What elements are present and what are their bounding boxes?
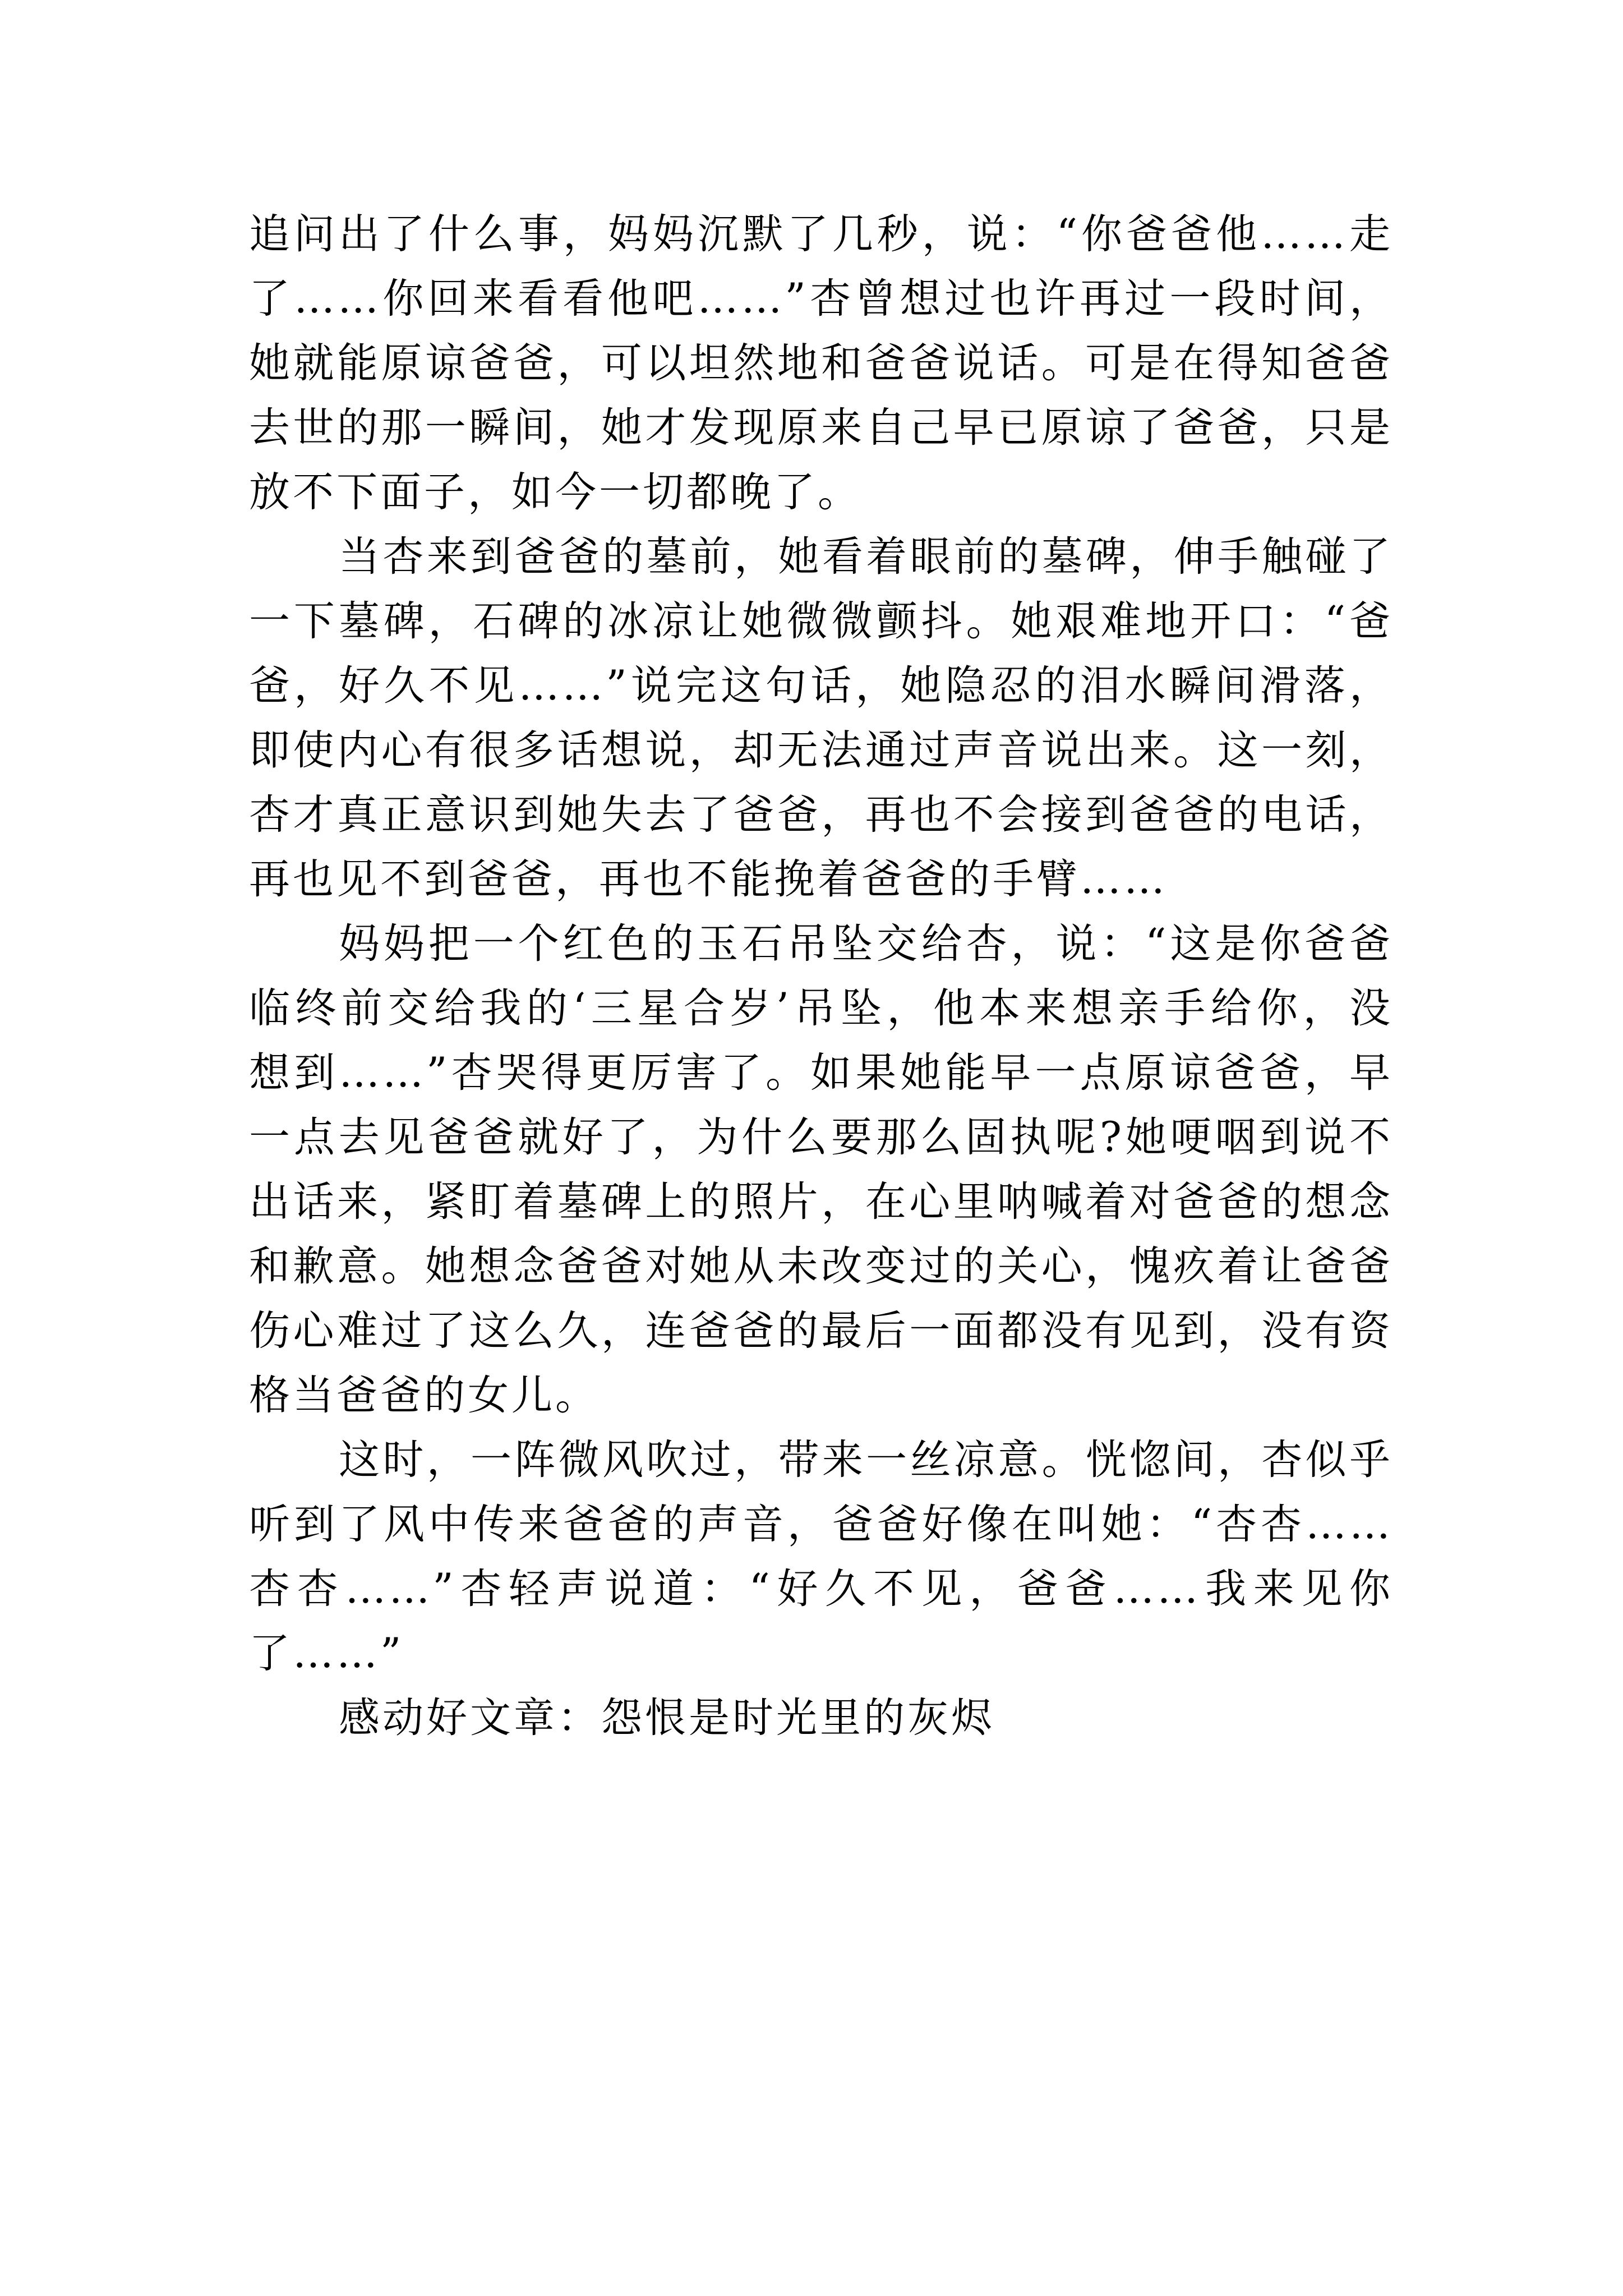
text-line: 了……” <box>249 1630 404 1677</box>
text-line: 杏才真正意识到她失去了爸爸，再也不会接到爸爸的电话， <box>249 791 1393 839</box>
text-line: 出话来，紧盯着墓碑上的照片，在心里呐喊着对爸爸的想念 <box>249 1178 1393 1226</box>
text-line: 伤心难过了这么久，连爸爸的最后一面都没有见到，没有资 <box>249 1307 1393 1355</box>
text-line: 听到了风中传来爸爸的声音，爸爸好像在叫她：“杏杏…… <box>249 1501 1393 1548</box>
paragraph-first-line: 这时，一阵微风吹过，带来一丝凉意。恍惚间，杏似乎 <box>339 1436 1393 1484</box>
text-line: 她就能原谅爸爸，可以坦然地和爸爸说话。可是在得知爸爸 <box>249 339 1393 387</box>
text-line: 即使内心有很多话想说，却无法通过声音说出来。这一刻， <box>249 726 1393 774</box>
text-line: 放不下面子，如今一切都晚了。 <box>249 468 861 516</box>
text-line: 和歉意。她想念爸爸对她从未改变过的关心，愧疚着让爸爸 <box>249 1243 1393 1290</box>
text-line: 去世的那一瞬间，她才发现原来自己早已原谅了爸爸，只是 <box>249 404 1393 452</box>
text-line: 再也见不到爸爸，再也不能挽着爸爸的手臂…… <box>249 855 1168 903</box>
text-line: 临终前交给我的‘三星合岁’吊坠，他本来想亲手给你，没 <box>249 984 1393 1032</box>
text-line: 一下墓碑，石碑的冰凉让她微微颤抖。她艰难地开口：“爸 <box>249 597 1393 645</box>
text-line: 爸，好久不见……”说完这句话，她隐忍的泪水瞬间滑落， <box>249 662 1393 710</box>
text-line: 杏杏……”杏轻声说道：“好久不见，爸爸……我来见你 <box>249 1565 1393 1613</box>
text-line: 追问出了什么事，妈妈沉默了几秒，说：“你爸爸他……走 <box>249 210 1393 258</box>
text-line: 一点去见爸爸就好了，为什么要那么固执呢?她哽咽到说不 <box>249 1114 1393 1161</box>
document-body <box>249 202 1393 1750</box>
paragraph-first-line: 妈妈把一个红色的玉石吊坠交给杏，说：“这是你爸爸 <box>339 920 1393 968</box>
text-line: 想到……”杏哭得更厉害了。如果她能早一点原谅爸爸，早 <box>249 1049 1393 1097</box>
section-heading: 感动好文章：怨恨是时光里的灰烬 <box>339 1694 995 1742</box>
text-line: 格当爸爸的女儿。 <box>249 1372 599 1419</box>
paragraph-first-line: 当杏来到爸爸的墓前，她看着眼前的墓碑，伸手触碰了 <box>339 533 1393 581</box>
text-line: 了……你回来看看他吧……”杏曾想过也许再过一段时间， <box>249 275 1393 323</box>
